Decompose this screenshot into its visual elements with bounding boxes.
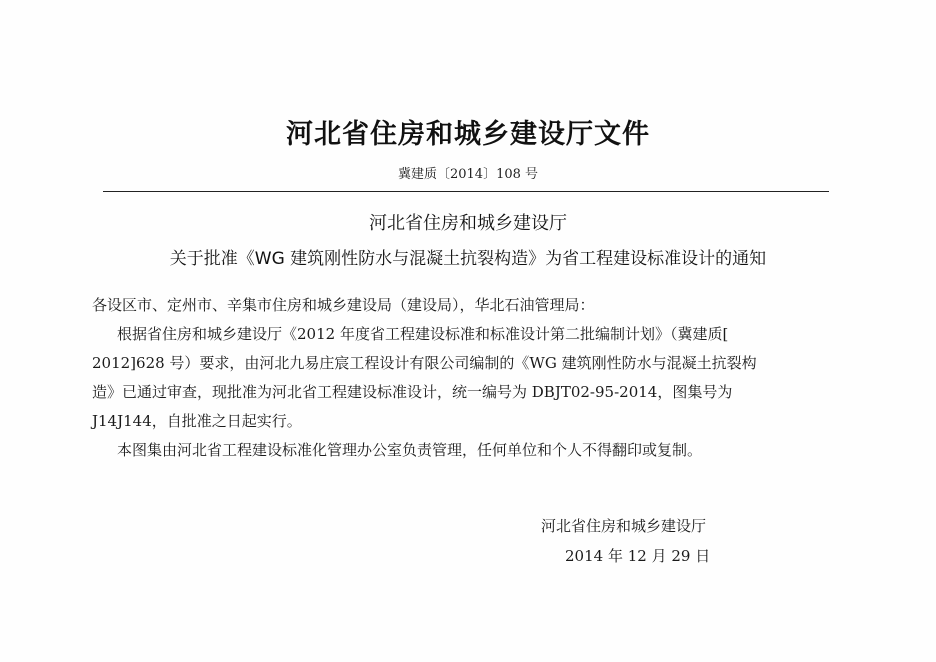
document-header-title: 河北省住房和城乡建设厅文件 (286, 119, 650, 150)
signature-issuer: 河北省住房和城乡建设厅 (541, 517, 707, 535)
paragraph-2: 本图集由河北省工程建设标准化管理办公室负责管理，任何单位和个人不得翻印或复制。 (117, 441, 703, 459)
header-divider (103, 191, 829, 192)
signature-date: 2014 年 12 月 29 日 (565, 547, 711, 565)
salutation: 各设区市、定州市、辛集市住房和城乡建设局（建设局），华北石油管理局： (92, 296, 595, 314)
issuer-name: 河北省住房和城乡建设厅 (369, 213, 567, 234)
document-number: 冀建质〔2014〕108 号 (397, 167, 539, 182)
paragraph-1-line-1: 根据省住房和城乡建设厅《2012 年度省工程建设标准和标准设计第二批编制计划》（冀建质[ (117, 325, 729, 343)
paragraph-1-line-4: J14J144，自批准之日起实行。 (92, 412, 302, 430)
paragraph-1-line-2: 2012]628 号）要求，由河北九易庄宸工程设计有限公司编制的《WG 建筑刚性防水与混凝土抗裂构 (92, 354, 757, 372)
notice-title: 关于批准《WG 建筑刚性防水与混凝土抗裂构造》为省工程建设标准设计的通知 (169, 249, 767, 269)
paragraph-1-line-3: 造》已通过审查，现批准为河北省工程建设标准设计，统一编号为 DBJT02-95-2014，图集号为 (92, 383, 733, 401)
